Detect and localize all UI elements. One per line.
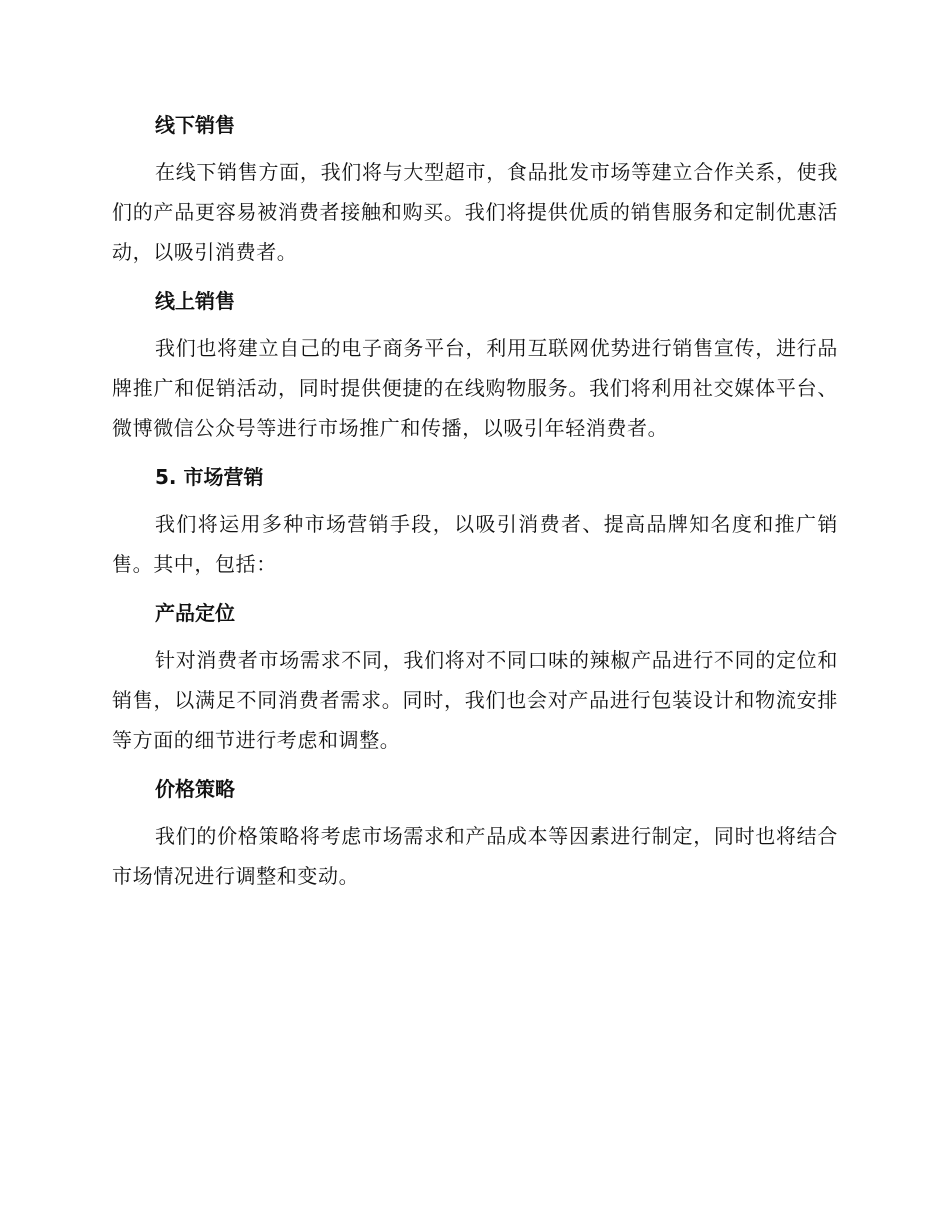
section-heading-marketing: 5. 市场营销 [155, 465, 264, 489]
section-heading-online-sales: 线上销售 [155, 289, 235, 313]
section-heading-pricing-strategy: 价格策略 [155, 777, 235, 801]
section-heading-product-positioning: 产品定位 [155, 601, 235, 625]
section-paragraph-online-sales: 我们也将建立自己的电子商务平台，利用互联网优势进行销售宣传，进行品牌推广和促销活动，同时提供便捷的在线购物服务。我们将利用社交媒体平台、微博微信公众号等进行市场推广和传播，以吸引年轻消费者。 [112, 336, 838, 440]
section-paragraph-marketing: 我们将运用多种市场营销手段，以吸引消费者、提高品牌知名度和推广销售。其中，包括： [112, 512, 838, 576]
section-paragraph-product-positioning: 针对消费者市场需求不同，我们将对不同口味的辣椒产品进行不同的定位和销售，以满足不同消费者需求。同时，我们也会对产品进行包装设计和物流安排等方面的细节进行考虑和调整。 [112, 648, 838, 752]
section-paragraph-pricing-strategy: 我们的价格策略将考虑市场需求和产品成本等因素进行制定，同时也将结合市场情况进行调整和变动。 [112, 824, 838, 888]
section-paragraph-offline-sales: 在线下销售方面，我们将与大型超市，食品批发市场等建立合作关系，使我们的产品更容易被消费者接触和购买。我们将提供优质的销售服务和定制优惠活动，以吸引消费者。 [112, 160, 838, 264]
section-heading-offline-sales: 线下销售 [155, 113, 235, 137]
